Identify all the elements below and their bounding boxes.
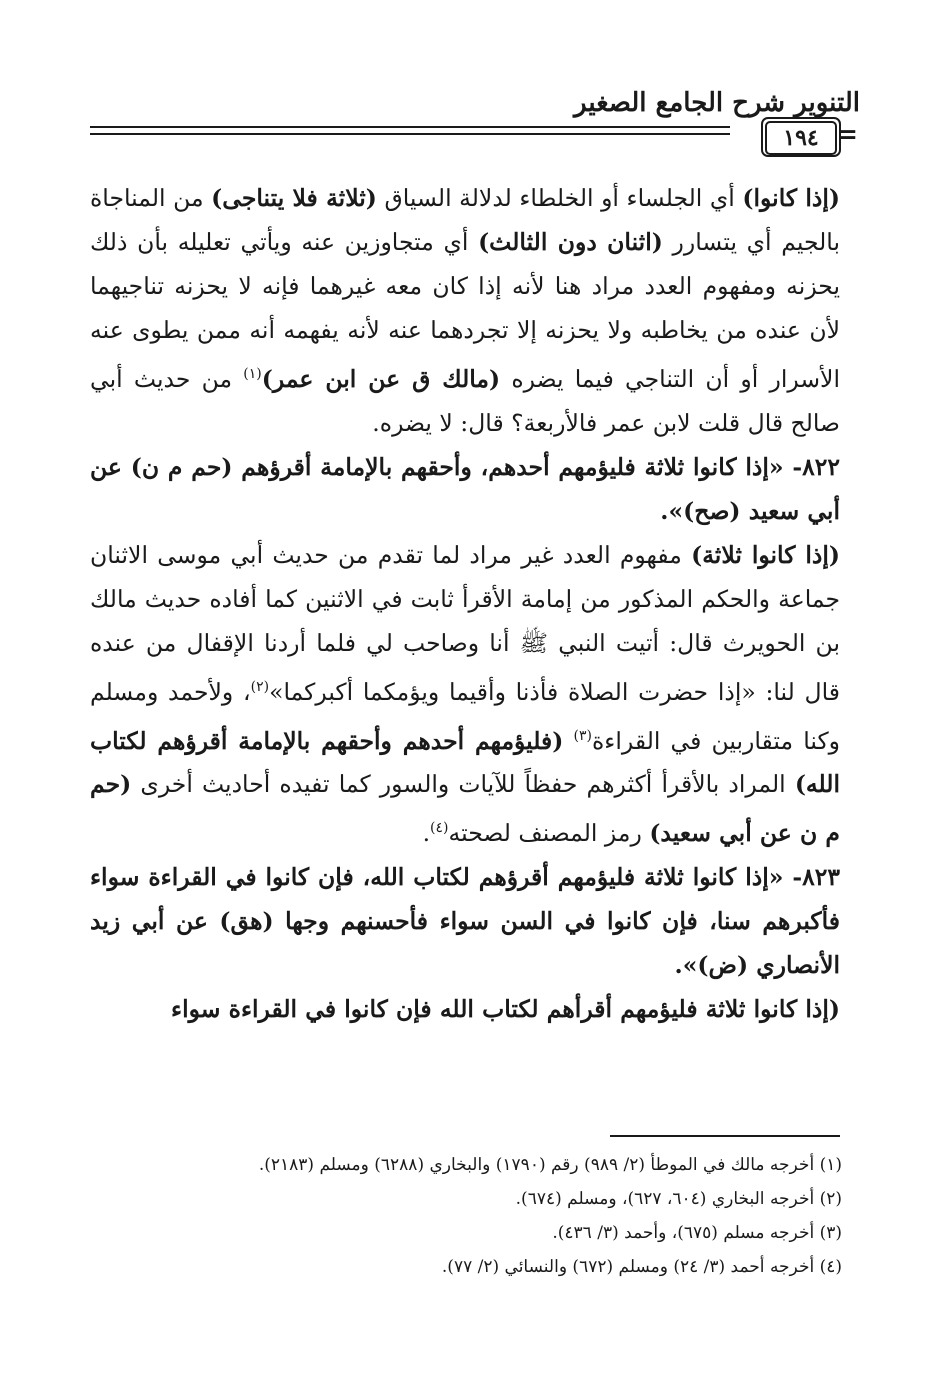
footnote-2: (٢) أخرجه البخاري (٦٠٤، ٦٢٧)، ومسلم (٦٧٤).	[515, 1189, 842, 1209]
bold-text-run: ٨٢٣- «إذا كانوا ثلاثة فليؤمهم أقرؤهم لكتاب الله، فإن كانوا في القراءة سواء فأكبرهم سنا، فإن كانوا في السن سواء فأحسنهم وجها (هق) عن أبي زيد الأنصاري (ض)».	[90, 863, 840, 980]
bold-text-run: ٨٢٢- «إذا كانوا ثلاثة فليؤمهم أحدهم، وأحقهم بالإمامة أقرؤهم (حم م ن) عن أبي سعيد (صح)».	[90, 452, 840, 525]
header-rule-top	[90, 126, 730, 128]
header-rule-bottom	[90, 133, 730, 135]
footnote-separator	[610, 1135, 840, 1137]
text-run: .	[422, 819, 431, 848]
text-run: مفهوم العدد غير مراد لما تقدم من حديث أبي موسى الاثنان جماعة والحكم المذكور من إمامة الأقرأ ثابت في الاثنين كما أفاده حديث مالك بن الحويرث قال: أتيت النبي ﷺ أنا وصاحب لي فلما أردنا الإقفال من عنده قال لنا: «إذا حضرت الصلاة فأذنا وأقيما ويؤمكما أكبركما»	[90, 540, 841, 706]
bold-text-run: (ثلاثة فلا يتناجى)	[211, 184, 377, 212]
text-run	[563, 726, 573, 754]
bold-text-run: (اثنان دون الثالث)	[478, 228, 663, 256]
page-number: ١٩٤	[783, 125, 819, 151]
header-ornament: =	[836, 120, 858, 150]
text-run: أي الجلساء أو الخلطاء لدلالة السياق	[376, 184, 743, 212]
paragraph-commentary-2	[90, 533, 840, 855]
footnote-ref: (٣)	[573, 727, 592, 744]
text-run: ، ولأحمد ومسلم وكنا متقاربين في القراءة	[90, 677, 840, 755]
text-run: المراد بالأقرأ أكثرهم حفظاً للآيات والسور كما تفيده أحاديث أخرى	[131, 770, 795, 799]
paragraph-commentary-1	[90, 176, 840, 445]
main-text	[90, 176, 840, 1031]
bold-text-run: (إذا كانوا)	[742, 184, 840, 212]
bold-text-run: (حم م ن عن أبي سعيد)	[90, 770, 840, 848]
hadith-823	[90, 855, 840, 987]
bold-text-run: (فليؤمهم أحدهم وأحقهم بالإمامة أقرؤهم لكتاب الله)	[90, 726, 840, 799]
running-header-title: التنوير شرح الجامع الصغير	[574, 88, 860, 118]
footnote-ref: (٤)	[430, 820, 449, 837]
hadith-822	[90, 445, 840, 533]
footnote-1: (١) أخرجه مالك في الموطأ (٢/ ٩٨٩) رقم (١٧٩٠) والبخاري (٦٢٨٨) ومسلم (٢١٨٣).	[258, 1155, 842, 1175]
bold-text-run: (مالك ق عن ابن عمر)	[261, 364, 501, 393]
text-run: رمز المصنف لصحته	[448, 819, 650, 848]
paragraph-commentary-3	[90, 987, 840, 1031]
text-run: أي متجاوزين عنه ويأتي تعليله بأن ذلك يحزنه ومفهوم العدد مراد هنا لأنه إذا كان معه غيرهما فإنه لا يحزنه تناجيهما لأن عنده من يخاطبه ولا يحزنه إلا تجردهما عنه لأنه يفهمه أنه ممن يطوى عنه الأسرار أو أن التناجي فيما يضره	[90, 228, 840, 393]
footnote-ref: (٢)	[250, 678, 270, 695]
bold-text-run: (إذا كانوا ثلاثة)	[691, 540, 840, 569]
bold-text-run: (إذا كانوا ثلاثة فليؤمهم أقرأهم لكتاب الله فإن كانوا في القراءة سواء	[171, 995, 840, 1024]
text-run: من حديث أبي صالح قال قلت لابن عمر فالأربعة؟ قال: لا يضره.	[90, 364, 840, 437]
footnote-4: (٤) أخرجه أحمد (٣/ ٢٤) ومسلم (٦٧٢) والنسائي (٢/ ٧٧).	[441, 1257, 842, 1277]
footnote-ref: (١)	[243, 366, 262, 382]
text-run: من المناجاة بالجيم أي يتسارر	[90, 184, 840, 256]
footnote-3: (٣) أخرجه مسلم (٦٧٥)، وأحمد (٣/ ٤٣٦).	[552, 1223, 842, 1243]
footnotes	[90, 1148, 842, 1284]
